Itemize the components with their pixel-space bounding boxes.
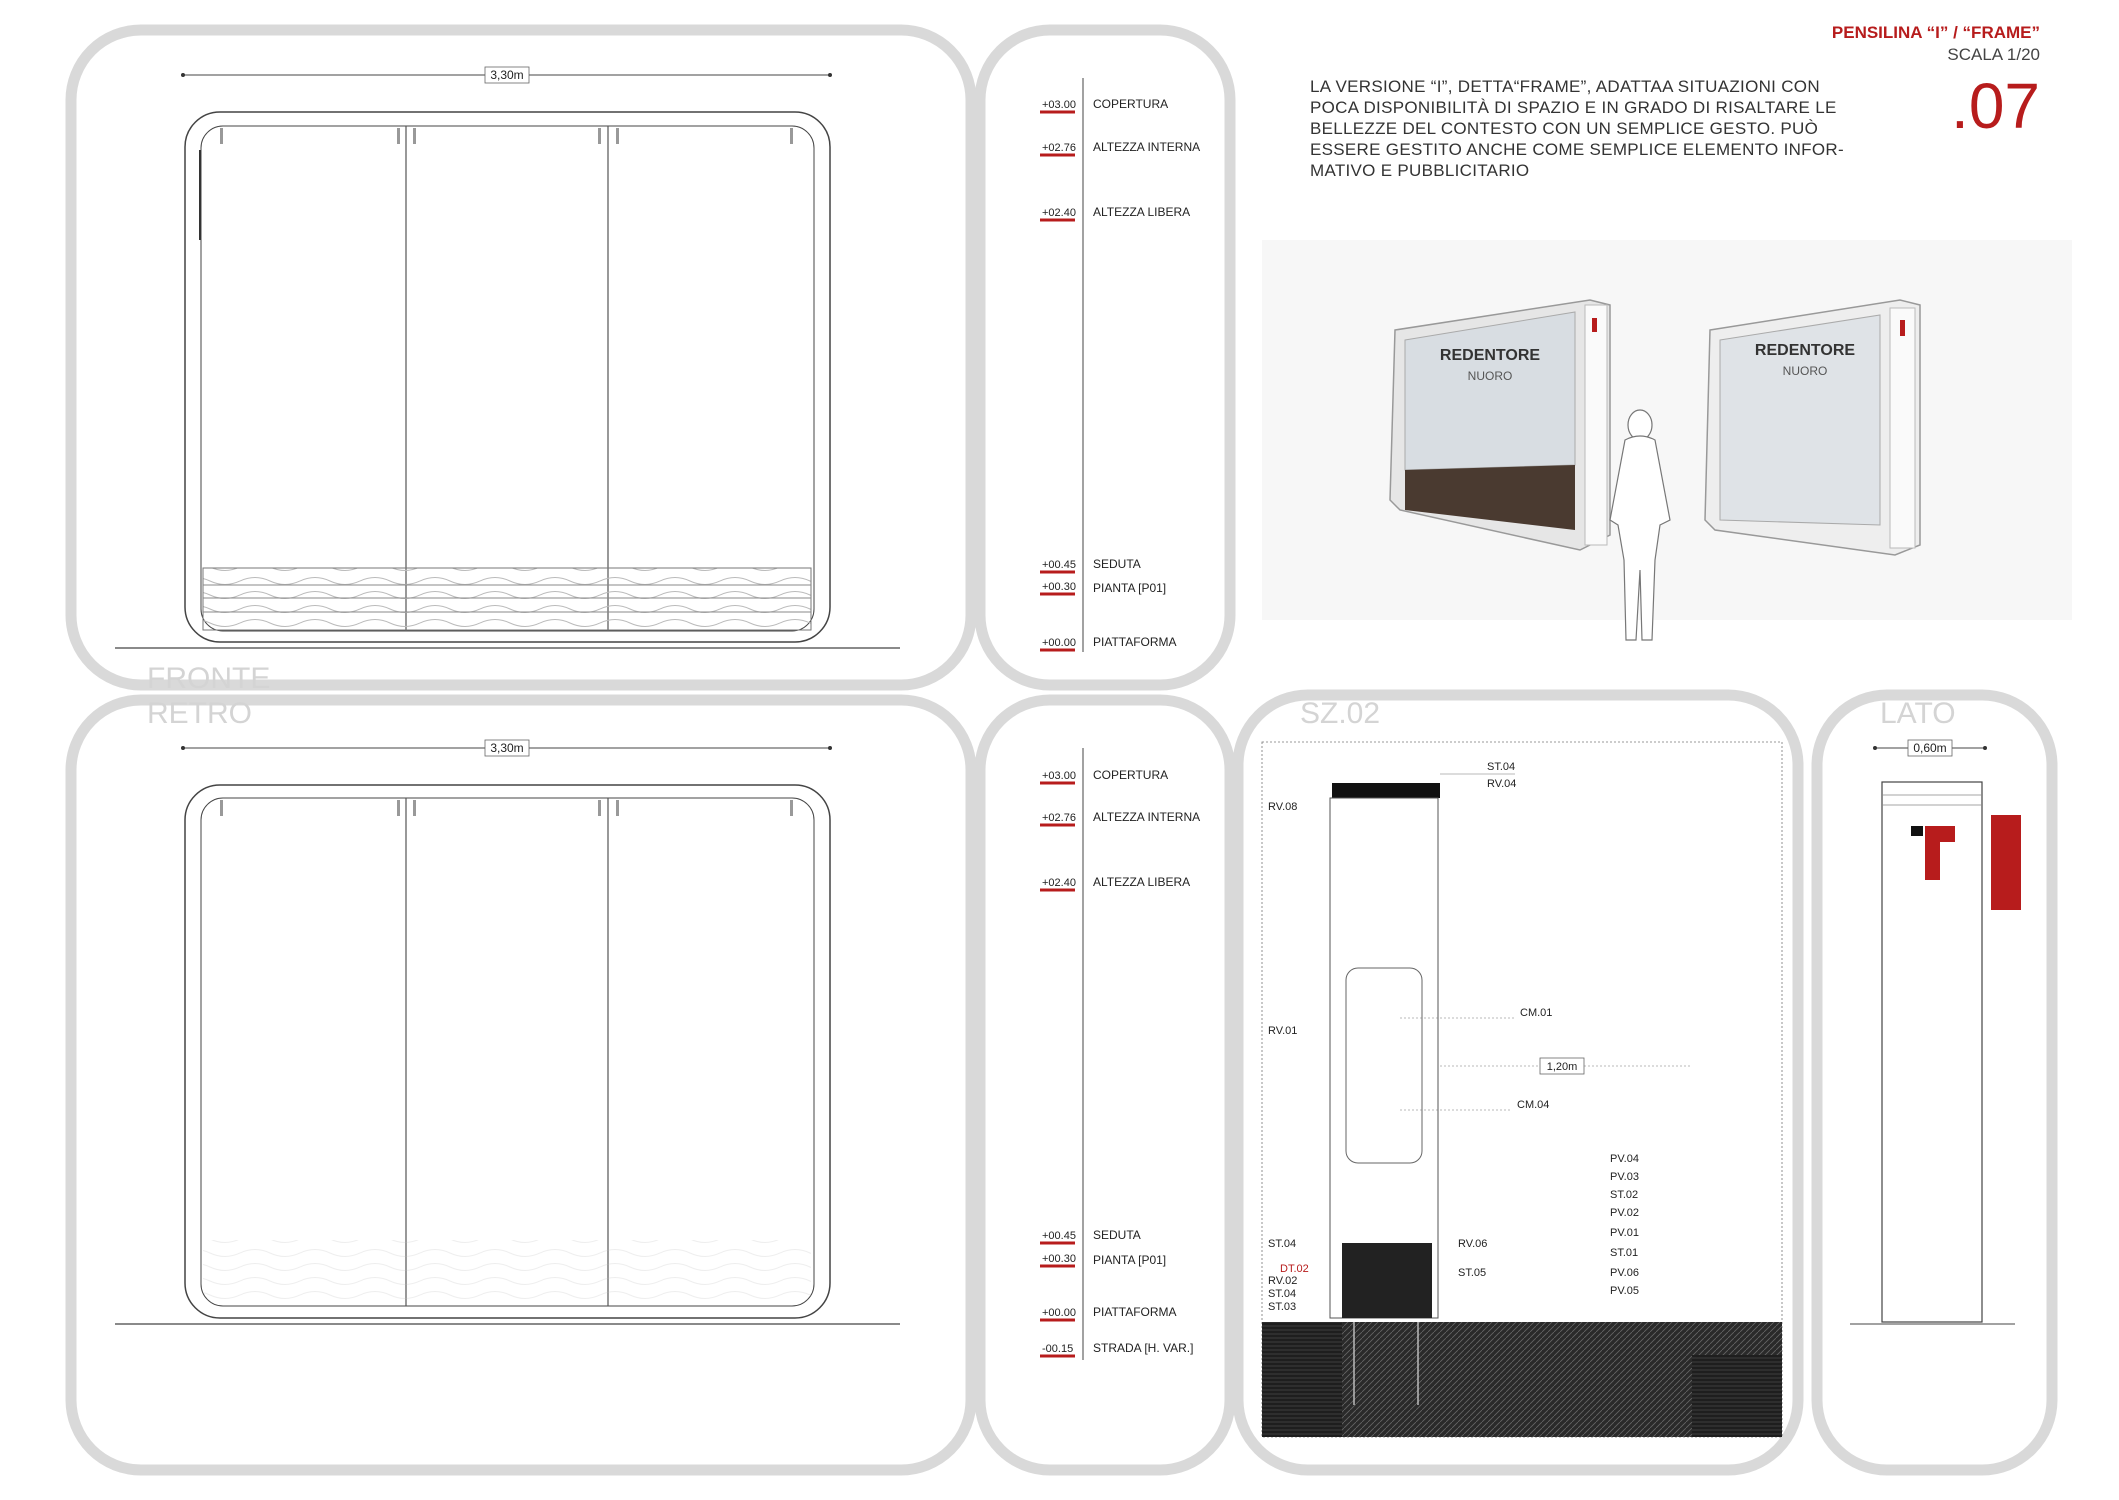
side-elevation	[1850, 740, 2021, 1324]
svg-text:PIATTAFORMA: PIATTAFORMA	[1093, 1305, 1177, 1319]
svg-text:ALTEZZA LIBERA: ALTEZZA LIBERA	[1093, 875, 1191, 889]
level-marker	[1040, 1228, 1141, 1243]
svg-text:DT.02: DT.02	[1280, 1263, 1309, 1275]
svg-text:RV.01: RV.01	[1268, 1025, 1298, 1037]
svg-text:ST.04: ST.04	[1268, 1238, 1297, 1250]
render-shelter-left	[1390, 300, 1610, 550]
svg-text:+03.00: +03.00	[1042, 99, 1076, 111]
section-seat	[1342, 1243, 1432, 1318]
render-shelter-right	[1705, 300, 1920, 555]
level-marker	[1040, 875, 1190, 890]
front-elevation	[115, 67, 900, 648]
level-marker	[1040, 97, 1168, 112]
description-line: MATIVO E PUBBLICITARIO	[1310, 161, 1530, 180]
render-city-text-2: NUORO	[1782, 364, 1828, 378]
svg-text:COPERTURA: COPERTURA	[1093, 768, 1169, 782]
section-drawing	[1262, 742, 1782, 1437]
svg-text:+02.76: +02.76	[1042, 812, 1076, 824]
svg-text:+00.00: +00.00	[1042, 1307, 1076, 1319]
svg-text:+03.00: +03.00	[1042, 770, 1076, 782]
sheet-header	[1832, 23, 2040, 142]
description-line: BELLEZZE DEL CONTESTO CON UN SEMPLICE GESTO. PUÒ	[1310, 119, 1819, 138]
svg-text:+00.30: +00.30	[1042, 1253, 1076, 1265]
side-red-panel	[1991, 815, 2021, 910]
render-brand-text-2: REDENTORE	[1754, 342, 1856, 359]
svg-text:+00.45: +00.45	[1042, 1230, 1076, 1242]
level-marker	[1040, 635, 1177, 650]
level-marker	[1040, 1253, 1166, 1267]
svg-text:STRADA [H. VAR.]: STRADA [H. VAR.]	[1093, 1341, 1194, 1355]
svg-text:PV.05: PV.05	[1610, 1285, 1639, 1297]
level-marker	[1040, 810, 1200, 825]
render-brand-text: REDENTORE	[1439, 347, 1541, 364]
svg-text:PIATTAFORMA: PIATTAFORMA	[1093, 635, 1177, 649]
levels-top	[1040, 78, 1200, 652]
svg-text:RV.04: RV.04	[1487, 778, 1517, 790]
svg-text:CM.04: CM.04	[1517, 1099, 1550, 1111]
svg-text:PV.06: PV.06	[1610, 1267, 1639, 1279]
svg-text:COPERTURA: COPERTURA	[1093, 97, 1169, 111]
svg-text:CM.01: CM.01	[1520, 1007, 1553, 1019]
level-marker	[1040, 140, 1200, 155]
back-panel-label: RETRO	[147, 697, 252, 730]
section-width-label: 1,20m	[1546, 1061, 1578, 1073]
front-width-label: 3,30m	[490, 68, 524, 82]
svg-text:PV.03: PV.03	[1610, 1171, 1639, 1183]
description-line: LA VERSIONE “I”, DETTA“FRAME”, ADATTAA SITUAZIONI CON	[1310, 77, 1820, 96]
description-line: POCA DISPONIBILITÀ DI SPAZIO E IN GRADO DI RISALTARE LE	[1310, 98, 1837, 117]
svg-text:+00.30: +00.30	[1042, 581, 1076, 593]
svg-text:+02.40: +02.40	[1042, 877, 1076, 889]
level-marker	[1040, 1341, 1193, 1356]
front-panel-label: FRONTE	[147, 662, 271, 695]
back-width-label: 3,30m	[490, 741, 524, 755]
svg-text:-00.15: -00.15	[1042, 1343, 1074, 1355]
svg-text:ST.01: ST.01	[1610, 1247, 1639, 1259]
level-marker	[1040, 557, 1141, 572]
level-marker	[1040, 581, 1166, 595]
level-marker	[1040, 205, 1190, 220]
sheet-scale: SCALA 1/20	[1947, 45, 2040, 64]
render-background	[1262, 240, 2072, 620]
svg-text:+00.45: +00.45	[1042, 559, 1076, 571]
description-line: ESSERE GESTITO ANCHE COME SEMPLICE ELEMENTO INFOR-	[1310, 140, 1844, 159]
front-frame-outer	[185, 112, 830, 642]
svg-text:+00.00: +00.00	[1042, 637, 1076, 649]
svg-text:PIANTA [P01]: PIANTA [P01]	[1093, 1253, 1167, 1267]
side-logo-square	[1911, 826, 1923, 836]
back-frame-outer	[185, 785, 830, 1318]
svg-text:PIANTA [P01]: PIANTA [P01]	[1093, 581, 1167, 595]
svg-text:ALTEZZA INTERNA: ALTEZZA INTERNA	[1093, 810, 1201, 824]
sheet-title: PENSILINA “I” / “FRAME”	[1831, 23, 2040, 42]
side-width-label: 0,60m	[1913, 741, 1947, 755]
description-block	[1310, 77, 1844, 180]
svg-text:PV.01: PV.01	[1610, 1227, 1639, 1239]
render-illustration	[1262, 240, 2072, 640]
svg-text:ST.04: ST.04	[1268, 1288, 1297, 1300]
section-panel-label: SZ.02	[1300, 697, 1381, 730]
svg-text:RV.02: RV.02	[1268, 1275, 1298, 1287]
svg-text:SEDUTA: SEDUTA	[1093, 557, 1141, 571]
svg-text:PV.04: PV.04	[1610, 1153, 1639, 1165]
svg-text:RV.08: RV.08	[1268, 801, 1298, 813]
svg-text:ST.04: ST.04	[1487, 761, 1516, 773]
section-roof	[1332, 783, 1440, 798]
svg-text:+02.76: +02.76	[1042, 142, 1076, 154]
svg-text:ST.03: ST.03	[1268, 1301, 1297, 1313]
level-marker	[1040, 768, 1168, 783]
svg-text:ST.02: ST.02	[1610, 1189, 1639, 1201]
svg-text:ALTEZZA INTERNA: ALTEZZA INTERNA	[1093, 140, 1201, 154]
svg-text:SEDUTA: SEDUTA	[1093, 1228, 1141, 1242]
front-bench	[203, 568, 811, 630]
svg-text:RV.06: RV.06	[1458, 1238, 1488, 1250]
sheet-number: .07	[1951, 70, 2040, 142]
svg-text:ALTEZZA LIBERA: ALTEZZA LIBERA	[1093, 205, 1191, 219]
level-marker	[1040, 1305, 1177, 1320]
svg-text:ST.05: ST.05	[1458, 1267, 1487, 1279]
svg-text:+02.40: +02.40	[1042, 207, 1076, 219]
levels-bottom	[1040, 748, 1200, 1360]
svg-text:PV.02: PV.02	[1610, 1207, 1639, 1219]
render-city-text: NUORO	[1467, 369, 1513, 383]
side-panel-label: LATO	[1880, 697, 1956, 730]
back-elevation	[115, 740, 900, 1324]
